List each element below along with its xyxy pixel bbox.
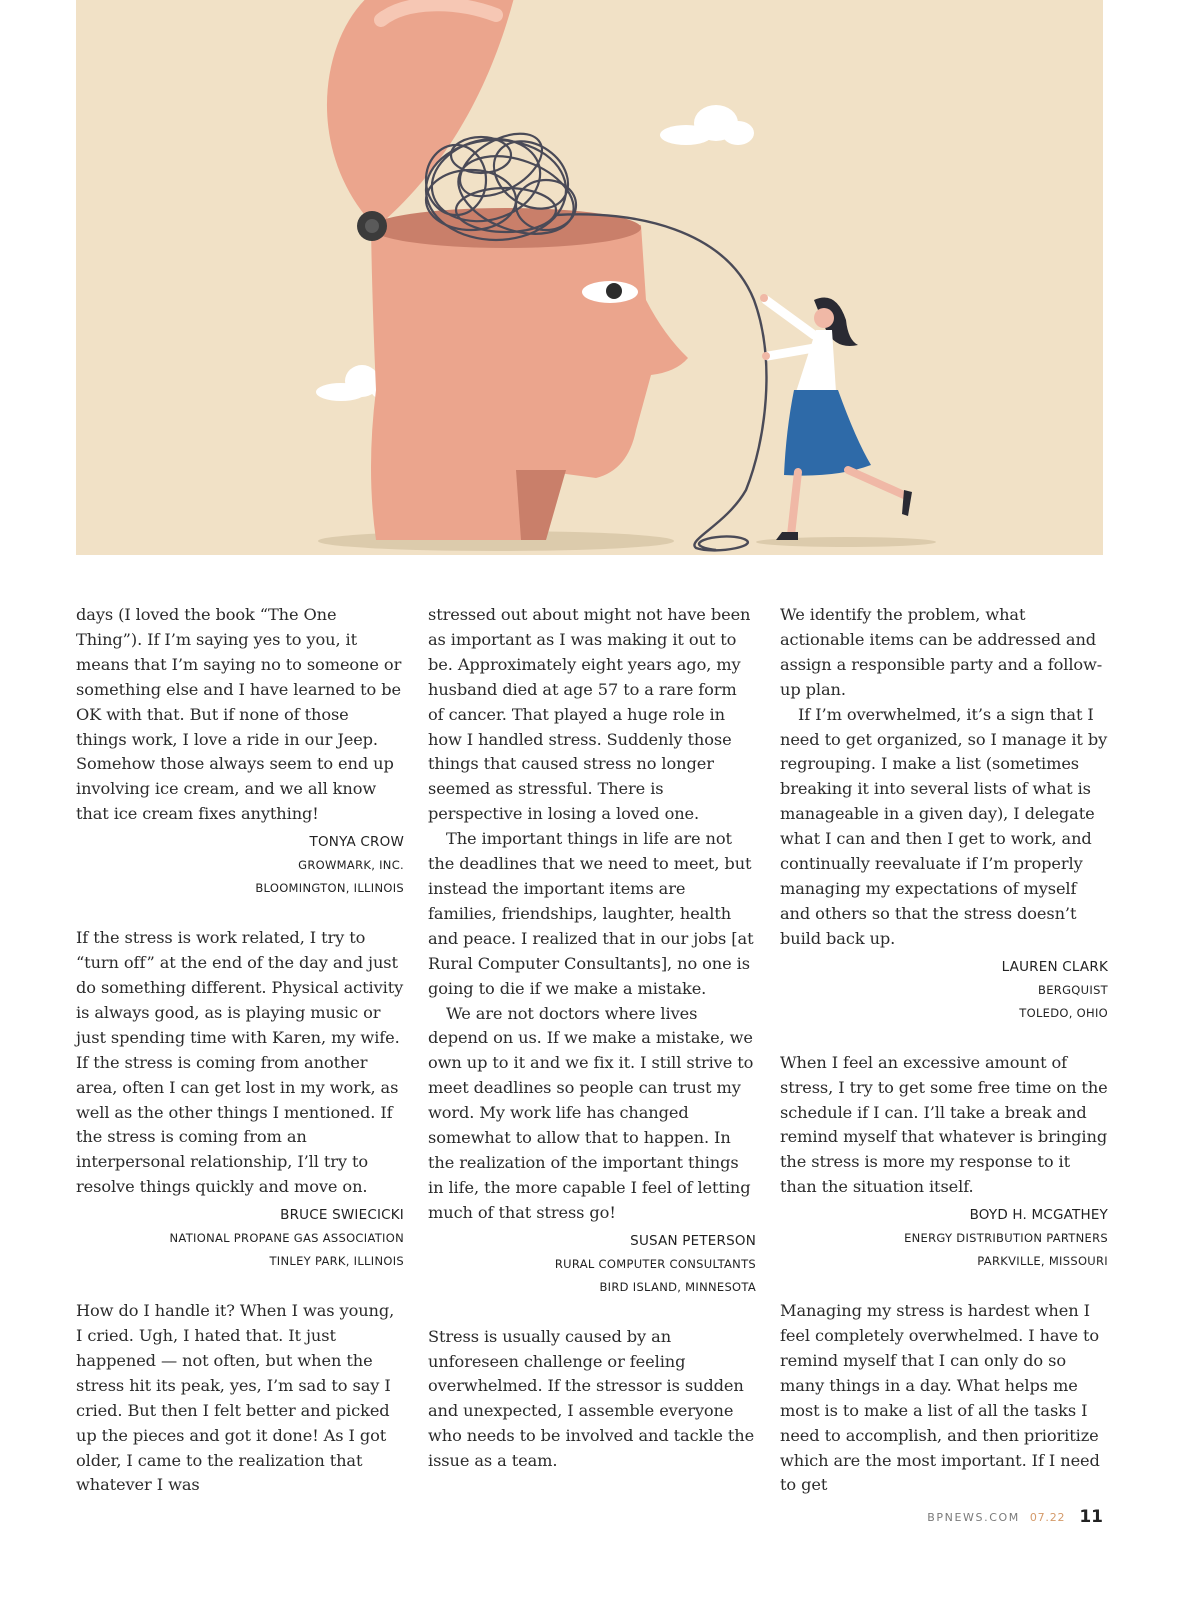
paragraph: When I feel an excessive amount of stress, I try to get some free time on the schedule if I can. I’ll take a break and remind myself that whatever is bringing the stress is more my response to it than the situation itself.	[780, 1052, 1108, 1197]
column-3	[780, 603, 1108, 1498]
footer-issue: 07.22	[1029, 1510, 1066, 1524]
author-company: ENERGY DISTRIBUTION PARTNERS	[904, 1231, 1108, 1246]
author-name: BOYD H. MCGATHEY	[969, 1207, 1108, 1224]
head-with-tangled-thoughts-illustration	[76, 0, 1103, 555]
author-name: TONYA CROW	[309, 834, 404, 851]
signature	[780, 956, 1108, 1025]
paragraph: stressed out about might not have been as important as I was making it out to be. Approximately eight years ago, my husband died at age 57 to a rare form of cancer. That played a huge role in how I handled stress. Suddenly those things that caused stress no longer seemed as stressful. There is perspective in losing a loved one.	[428, 605, 751, 824]
signature	[780, 1204, 1108, 1273]
cloud-icon	[660, 105, 754, 145]
author-location: BIRD ISLAND, MINNESOTA	[599, 1279, 756, 1294]
author-location: PARKVILLE, MISSOURI	[977, 1254, 1108, 1269]
paragraph: We are not doctors where lives depend on us. If we make a mistake, we own up to it and we fix it. I still strive to meet deadlines so people can trust my word. My work life has changed somewhat to allow that to happen. In the realization of the important things in life, the more capable I feel of letting much of that stress go!	[428, 1003, 754, 1222]
woman-figure	[760, 294, 912, 540]
author-company: NATIONAL PROPANE GAS ASSOCIATION	[169, 1231, 404, 1246]
paragraph: If I’m overwhelmed, it’s a sign that I need to get organized, so I manage it by regrouping. I make a list (sometimes breaking it into several lists of what is manageable in a given day), I delegate what I can and then I get to work, and continually reevaluate if I’m properly managing my expectations of myself and others so that the stress doesn’t build back up.	[780, 704, 1108, 948]
author-location: BLOOMINGTON, ILLINOIS	[255, 881, 404, 896]
neck-shadow	[516, 470, 566, 540]
column-2	[428, 603, 756, 1474]
paragraph: The important things in life are not the deadlines that we need to meet, but instead the important items are families, friendships, laughter, health and peace. I realized that in our jobs [at Rural Computer Consultants], no one is going to die if we make a mistake.	[428, 829, 754, 998]
illustration-svg	[76, 0, 1103, 555]
signature	[428, 1230, 756, 1299]
author-company: GROWMARK, INC.	[298, 858, 404, 873]
head-lid	[327, 0, 516, 228]
footer-site: BPNEWS.COM	[927, 1510, 1020, 1524]
column-1	[76, 603, 404, 1498]
signature	[76, 831, 404, 900]
paragraph: Stress is usually caused by an unforeseen challenge or feeling overwhelmed. If the stressor is sudden and unexpected, I assemble everyone who needs to be involved and tackle the issue as a team.	[428, 1326, 755, 1471]
page-number: 11	[1079, 1507, 1103, 1527]
author-location: TINLEY PARK, ILLINOIS	[269, 1254, 404, 1269]
author-location: TOLEDO, OHIO	[1019, 1005, 1108, 1020]
author-name: SUSAN PETERSON	[630, 1232, 756, 1249]
author-company: RURAL COMPUTER CONSULTANTS	[554, 1256, 756, 1271]
paragraph: If the stress is work related, I try to “turn off” at the end of the day and just do something different. Physical activity is always good, as is playing music or just spending time with Karen, my wife. If the stress is coming from another area, often I can get lost in my work, as well as the other things I mentioned. If the stress is coming from an interpersonal relationship, I’ll try to resolve things quickly and move on.	[76, 928, 404, 1197]
author-name: BRUCE SWIECICKI	[280, 1207, 404, 1224]
author-company: BERGQUIST	[1038, 982, 1108, 997]
page-footer	[927, 1504, 1103, 1530]
signature	[76, 1204, 404, 1273]
paragraph: How do I handle it? When I was young, I cried. Ugh, I hated that. It just happened — not often, but when the stress hit its peak, yes, I’m sad to say I cried. But then I felt better and picked up the pieces and got it done! As I got older, I came to the realization that whatever I was	[76, 1301, 395, 1495]
paragraph: We identify the problem, what actionable items can be addressed and assign a responsible party and a follow-up plan.	[780, 605, 1103, 699]
author-name: LAUREN CLARK	[1001, 958, 1108, 975]
paragraph: days (I loved the book “The One Thing”). If I’m saying yes to you, it means that I’m saying no to someone or something else and I have learned to be OK with that. But if none of those things work, I love a ride in our Jeep. Somehow those always seem to end up involving ice cream, and we all know that ice cream fixes anything!	[76, 605, 402, 824]
paragraph: Managing my stress is hardest when I feel completely overwhelmed. I have to remind myself that I can only do so many things in a day. What helps me most is to make a list of all the tasks I need to accomplish, and then prioritize which are the most important. If I need to get	[780, 1301, 1100, 1495]
